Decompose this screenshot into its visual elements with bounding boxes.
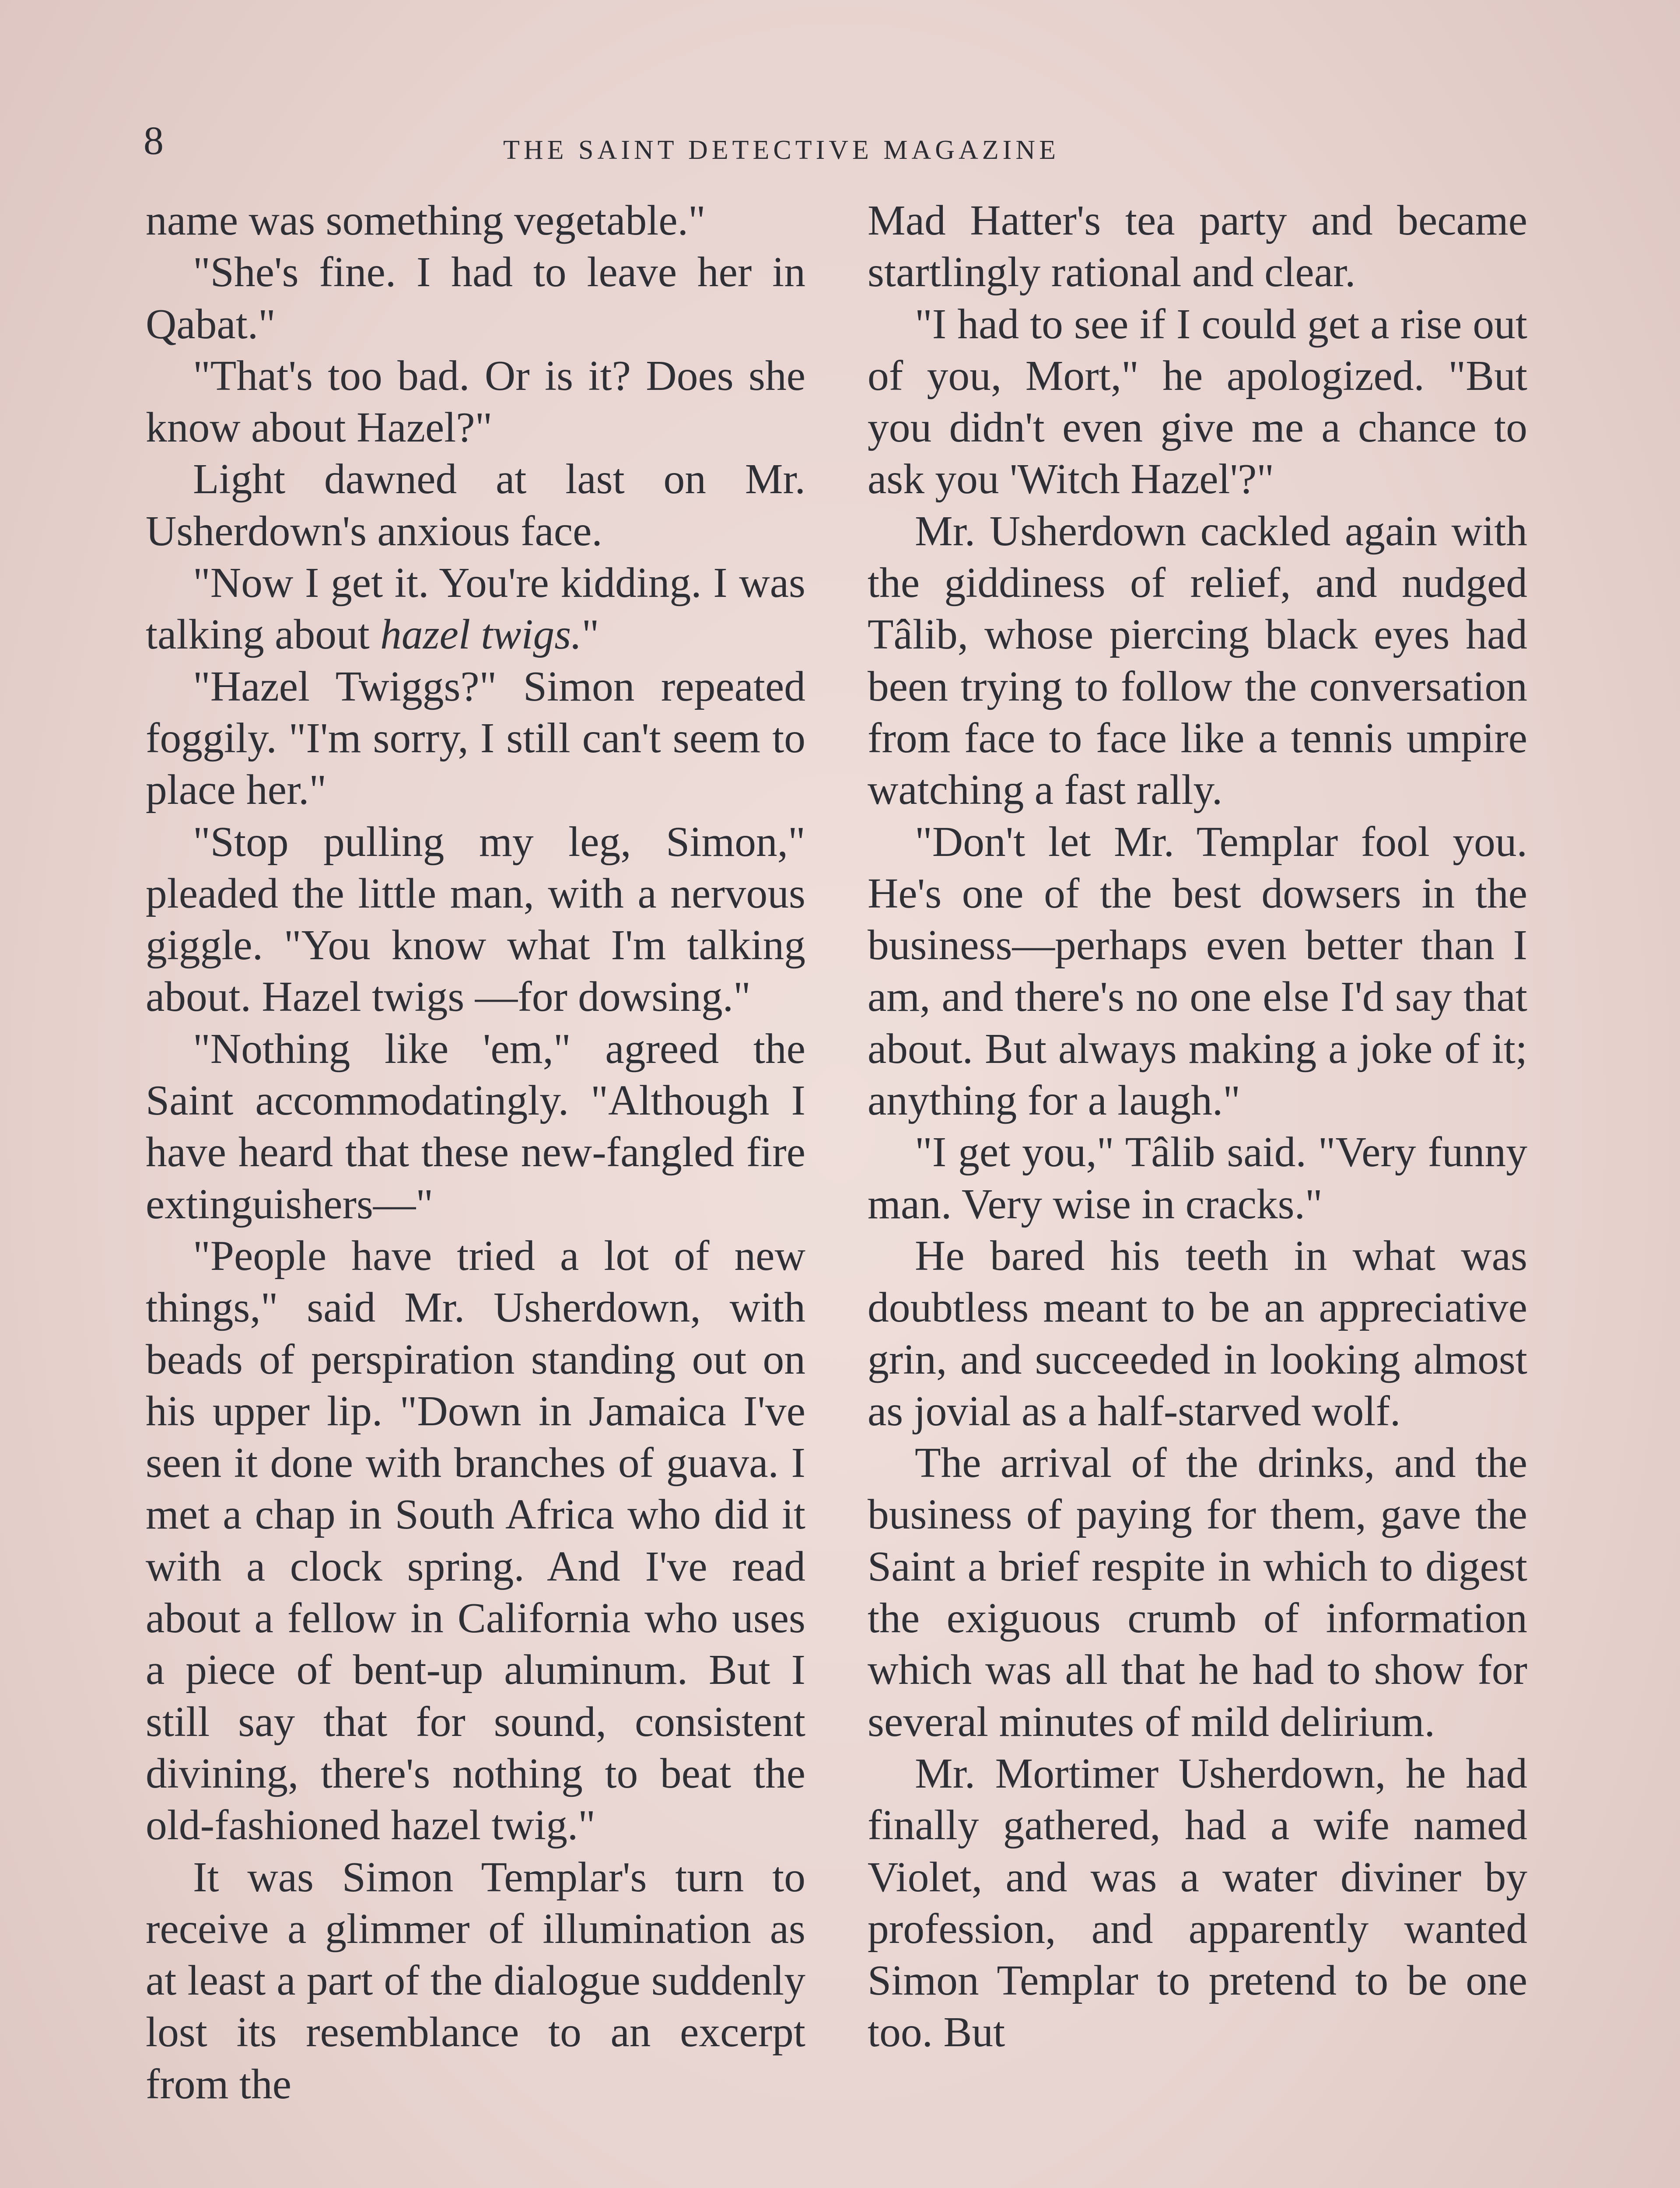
- paragraph: "I had to see if I could get a rise out of you, Mort," he apologized. "But you didn't even give me a chance to ask you 'Witch Hazel'?": [868, 300, 1527, 503]
- paragraph: "Stop pulling my leg, Simon," pleaded the little man, with a nervous giggle. "You know what I'm talking about. Hazel twigs —for dowsing.": [146, 818, 805, 1021]
- paragraph: He bared his teeth in what was doubtless meant to be an appreciative grin, and succeeded in looking almost as jovial as a half-starved wolf.: [868, 1232, 1527, 1435]
- paragraph: "I get you," Tâlib said. "Very funny man. Very wise in cracks.": [868, 1129, 1527, 1228]
- paragraph: "She's fine. I had to leave her in Qabat.": [146, 249, 805, 348]
- right-column: [868, 195, 1527, 2058]
- paragraph: name was something vegetable.": [146, 197, 706, 244]
- paragraph: Light dawned at last on Mr. Usherdown's anxious face.: [146, 456, 805, 555]
- paragraph: The arrival of the drinks, and the business of paying for them, gave the Saint a brief respite in which to digest the exiguous crumb of information which was all that he had to show for several minutes of mild delirium.: [868, 1439, 1527, 1746]
- italic-text: hazel twigs.: [380, 611, 582, 659]
- paragraph: It was Simon Templar's turn to receive a glimmer of illumination as at least a part of the dialogue suddenly lost its resemblance to an excerpt from the: [146, 1853, 805, 2108]
- left-column: [146, 195, 805, 2110]
- paragraph: "Hazel Twiggs?" Simon repeated foggily. "I'm sorry, I still can't seem to place her.": [146, 663, 805, 814]
- paragraph: "That's too bad. Or is it? Does she know about Hazel?": [146, 352, 805, 452]
- paragraph: Mr. Mortimer Usherdown, he had finally gathered, had a wife named Violet, and was a water diviner by profession, and apparently wanted Simon Templar to pretend to be one too. But: [868, 1750, 1527, 2056]
- paragraph: "Don't let Mr. Templar fool you. He's one of the best dowsers in the business—perhaps even better than I am, and there's no one else I'd say that about. But always making a joke of it; anything for a laugh.": [868, 818, 1527, 1125]
- paragraph-text: "Now I get it. You're kidding. I was talking about: [146, 559, 805, 659]
- paragraph: "People have tried a lot of new things," said Mr. Usherdown, with beads of perspiration standing out on his upper lip. "Down in Jamaica I've seen it done with branches of guava. I met a chap in South Africa who did it with a clock spring. And I've read about a fellow in California who uses a piece of bent-up aluminum. But I still say that for sound, consistent divining, there's nothing to beat the old-fashioned hazel twig.": [146, 1232, 805, 1849]
- paragraph: "Nothing like 'em," agreed the Saint accommodatingly. "Although I have heard that these new-fangled fire extinguishers—": [146, 1025, 805, 1228]
- paragraph: Mr. Usherdown cackled again with the giddiness of relief, and nudged Tâlib, whose piercing black eyes had been trying to follow the conversation from face to face like a tennis umpire watching a fast rally.: [868, 507, 1527, 814]
- page-number: 8: [144, 118, 164, 163]
- paragraph-text: ": [581, 611, 599, 659]
- running-title: THE SAINT DETECTIVE MAGAZINE: [503, 135, 1060, 165]
- paragraph: [146, 557, 805, 661]
- paragraph: Mad Hatter's tea party and became startlingly rational and clear.: [868, 197, 1527, 296]
